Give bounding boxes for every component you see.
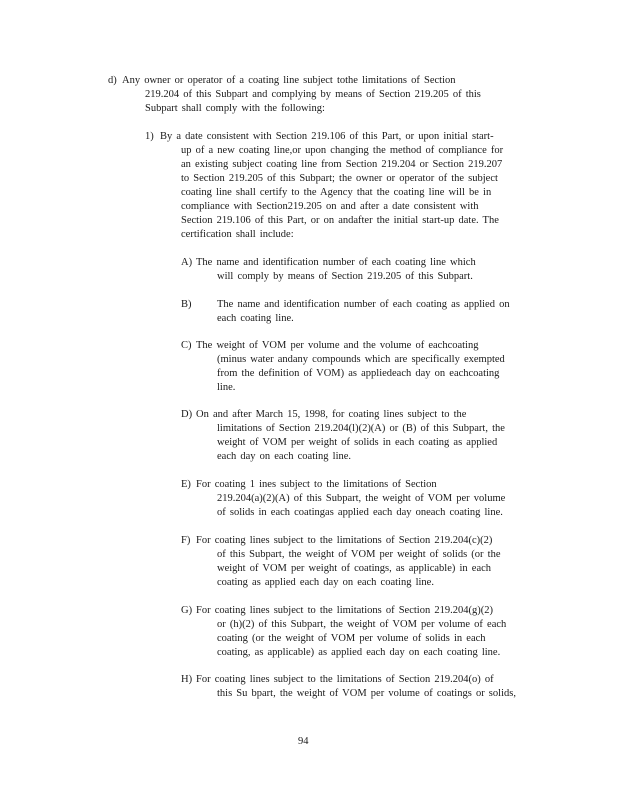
paragraph-line: coating line shall certify to the Agency that the coating line will be in bbox=[181, 187, 492, 198]
paragraph-label: A) bbox=[181, 257, 193, 268]
paragraph-line: of solids in each coatingas applied each day oneach coating line. bbox=[217, 507, 503, 518]
page-number: 94 bbox=[298, 736, 309, 747]
paragraph-line: up of a new coating line,or upon changing the method of compliance for bbox=[181, 145, 504, 156]
paragraph-line: each day on each coating line. bbox=[217, 451, 352, 462]
paragraph-label: B) bbox=[181, 299, 192, 310]
paragraph-label: E) bbox=[181, 479, 191, 490]
paragraph-label: d) bbox=[108, 75, 117, 86]
paragraph-line: Any owner or operator of a coating line subject tothe limitations of Section bbox=[122, 75, 456, 86]
paragraph-line: For coating lines subject to the limitations of Section 219.204(o) of bbox=[196, 674, 494, 685]
paragraph-line: The name and identification number of each coating line which bbox=[196, 257, 476, 268]
paragraph-line: or (h)(2) of this Subpart, the weight of VOM per volume of each bbox=[217, 619, 507, 630]
paragraph-line: 219.204 of this Subpart and complying by means of Section 219.205 of this bbox=[145, 89, 481, 100]
paragraph-label: H) bbox=[181, 674, 193, 685]
paragraph-line: The name and identification number of each coating as applied on bbox=[217, 299, 510, 310]
paragraph-line: On and after March 15, 1998, for coating lines subject to the bbox=[196, 409, 467, 420]
paragraph-line: weight of VOM per weight of coatings, as applicable) in each bbox=[217, 563, 492, 574]
paragraph-line: For coating lines subject to the limitations of Section 219.204(g)(2) bbox=[196, 605, 493, 616]
paragraph-line: Subpart shall comply with the following: bbox=[145, 103, 325, 114]
paragraph-line: weight of VOM per weight of solids in each coating as applied bbox=[217, 437, 498, 448]
paragraph-label: 1) bbox=[145, 131, 154, 142]
paragraph-label: C) bbox=[181, 340, 192, 351]
paragraph-line: of this Subpart, the weight of VOM per weight of solids (or the bbox=[217, 549, 501, 560]
paragraph-line: each coating line. bbox=[217, 313, 294, 324]
paragraph-line: limitations of Section 219.204(l)(2)(A) or (B) of this Subpart, the bbox=[217, 423, 505, 434]
paragraph-line: The weight of VOM per volume and the volume of eachcoating bbox=[196, 340, 479, 351]
paragraph-line: this Su bpart, the weight of VOM per volume of coatings or solids, bbox=[217, 688, 516, 699]
paragraph-line: (minus water andany compounds which are specifically exempted bbox=[217, 354, 505, 365]
paragraph-line: For coating 1 ines subject to the limitations of Section bbox=[196, 479, 437, 490]
paragraph-line: an existing subject coating line from Section 219.204 or Section 219.207 bbox=[181, 159, 503, 170]
paragraph-line: coating (or the weight of VOM per volume of solids in each bbox=[217, 633, 486, 644]
paragraph-line: certification shall include: bbox=[181, 229, 294, 240]
paragraph-line: coating as applied each day on each coating line. bbox=[217, 577, 434, 588]
paragraph-label: F) bbox=[181, 535, 191, 546]
paragraph-line: 219.204(a)(2)(A) of this Subpart, the weight of VOM per volume bbox=[217, 493, 506, 504]
paragraph-label: D) bbox=[181, 409, 193, 420]
paragraph-line: from the definition of VOM) as appliedeach day on eachcoating bbox=[217, 368, 500, 379]
paragraph-label: G) bbox=[181, 605, 193, 616]
paragraph-line: compliance with Section219.205 on and after a date consistent with bbox=[181, 201, 479, 212]
paragraph-line: line. bbox=[217, 382, 236, 393]
paragraph-line: For coating lines subject to the limitations of Section 219.204(c)(2) bbox=[196, 535, 493, 546]
paragraph-line: to Section 219.205 of this Subpart; the owner or operator of the subject bbox=[181, 173, 498, 184]
paragraph-line: By a date consistent with Section 219.106 of this Part, or upon initial start- bbox=[160, 131, 494, 142]
paragraph-line: will comply by means of Section 219.205 of this Subpart. bbox=[217, 271, 473, 282]
paragraph-line: coating, as applicable) as applied each day on each coating line. bbox=[217, 647, 501, 658]
paragraph-line: Section 219.106 of this Part, or on andafter the initial start-up date. The bbox=[181, 215, 499, 226]
